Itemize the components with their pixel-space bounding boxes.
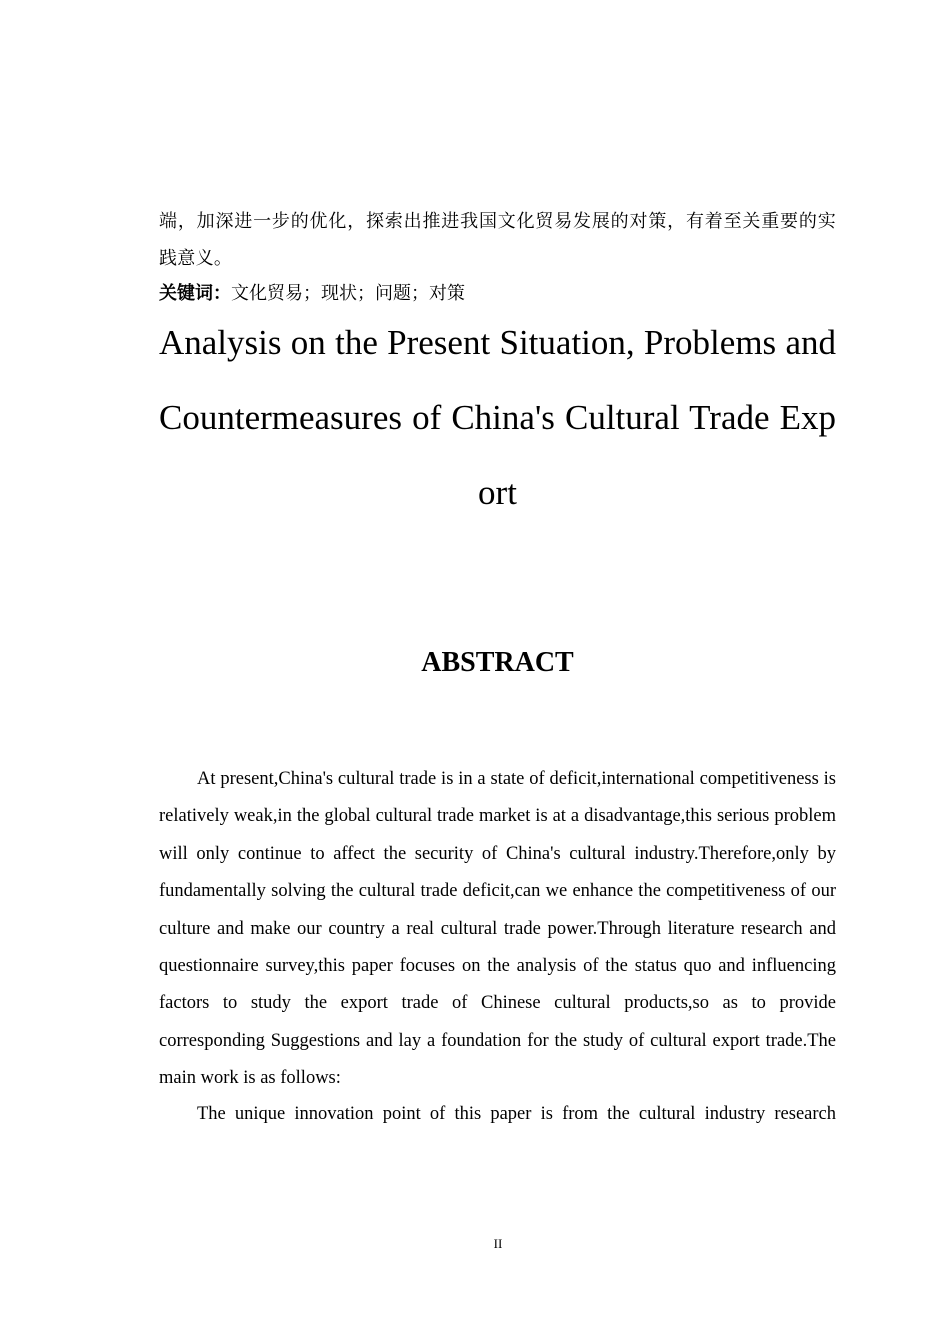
chinese-keywords: [159, 276, 836, 312]
chinese-abstract-line-2: 践意义。: [159, 248, 233, 269]
chinese-abstract-line-1: 端，加深进一步的优化，探索出推进我国文化贸易发展的对策，有着至关重要的实: [159, 211, 836, 232]
english-title-line-2: Countermeasures of China's Cultural Trade Exp: [159, 398, 836, 437]
keywords-label: 关键词：: [159, 283, 231, 304]
abstract-paragraph-2: The unique innovation point of this paper is from the cultural industry research: [197, 1104, 836, 1124]
keywords-value: 文化贸易；现状；问题；对策: [231, 283, 465, 304]
abstract-heading: ABSTRACT: [421, 647, 574, 678]
abstract-paragraph-1: At present,China's cultural trade is in a state of deficit,international competitiveness is relatively weak,in the global cultural trade market is at a disadvantage,this serious problem will only continue to affect the security of China's cultural industry.Therefore,only by fundamentally solving the cultural trade deficit,can we enhance the competitiveness of our culture and make our country a real cultural trade power.Through literature research and questionnaire survey,this paper focuses on the analysis of the status quo and influencing factors to study the export trade of Chinese cultural products,so as to provide corresponding Suggestions and lay a foundation for the study of cultural export trade.The main work is as follows:: [159, 769, 836, 1089]
english-title-line-1: Analysis on the Present Situation, Problems and: [159, 323, 836, 362]
english-title-line-3: ort: [478, 473, 517, 512]
page-number: II: [493, 1236, 503, 1251]
